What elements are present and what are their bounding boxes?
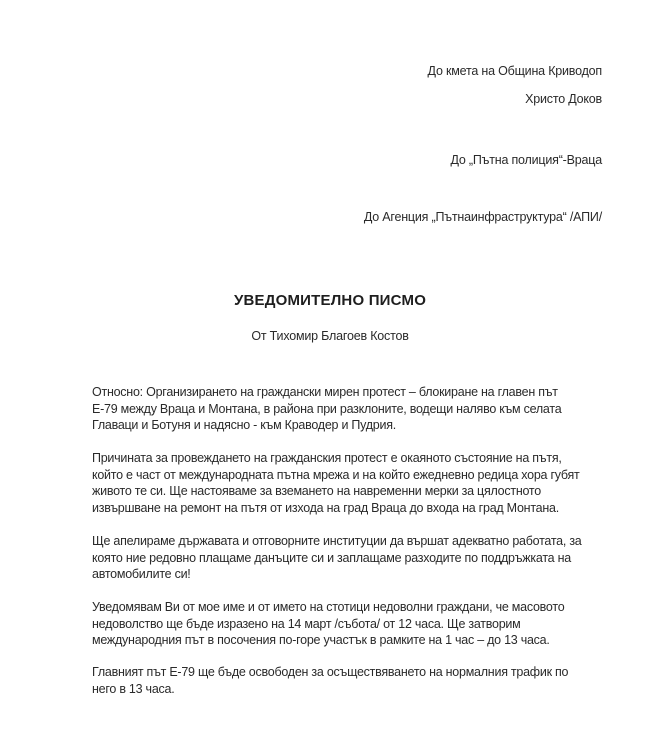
paragraph-notice: Уведомявам Ви от мое име и от името на стотици недоволни граждани, че масовото недоволство ще бъде изразено на 14 март /събота/ от 12 часа. Ще затворим международния път в посочения по-горе участък в рамките на 1 час – до 13 часа.: [92, 600, 565, 647]
letter-sender: От Тихомир Благоев Костов: [251, 329, 409, 343]
letter-title: УВЕДОМИТЕЛНО ПИСМО: [233, 292, 427, 309]
recipient-agency: До Агенция „Пътнаинфраструктура“ /АПИ/: [363, 210, 602, 224]
paragraph-subject: Относно: Организирането на граждански мирен протест – блокиране на главен път Е-79 между Враца и Монтана, в района при разклоните, водещи наляво към селата Главаци и Ботуня и надясно - към Краводер и Пудрия.: [92, 385, 562, 432]
paragraph-appeal: Ще апелираме държавата и отговорните институции да вършат адекватно работата, за която ние редовно плащаме данъците си и заплащаме разходите по поддръжката на автомобилите си!: [92, 534, 582, 581]
paragraph-closing: Главният път Е-79 ще бъде освободен за осъществяването на нормалния трафик по него в 13 часа.: [92, 665, 569, 696]
recipient-mayor: До кмета на Община Криводоп: [427, 64, 602, 78]
recipient-mayor-name: Христо Доков: [525, 92, 602, 106]
recipient-police: До „Пътна полиция“-Враца: [450, 153, 602, 167]
paragraph-reason: Причината за провеждането на гражданския протест е окаяното състояние на пътя, който е част от международната пътна мрежа и на който ежедневно редица хора губят живото те си. Ще настояваме за вземането на навременни мерки за цялостното извършване на ремонт на пътя от изхода на град Враца до входа на град Монтана.: [92, 451, 580, 515]
